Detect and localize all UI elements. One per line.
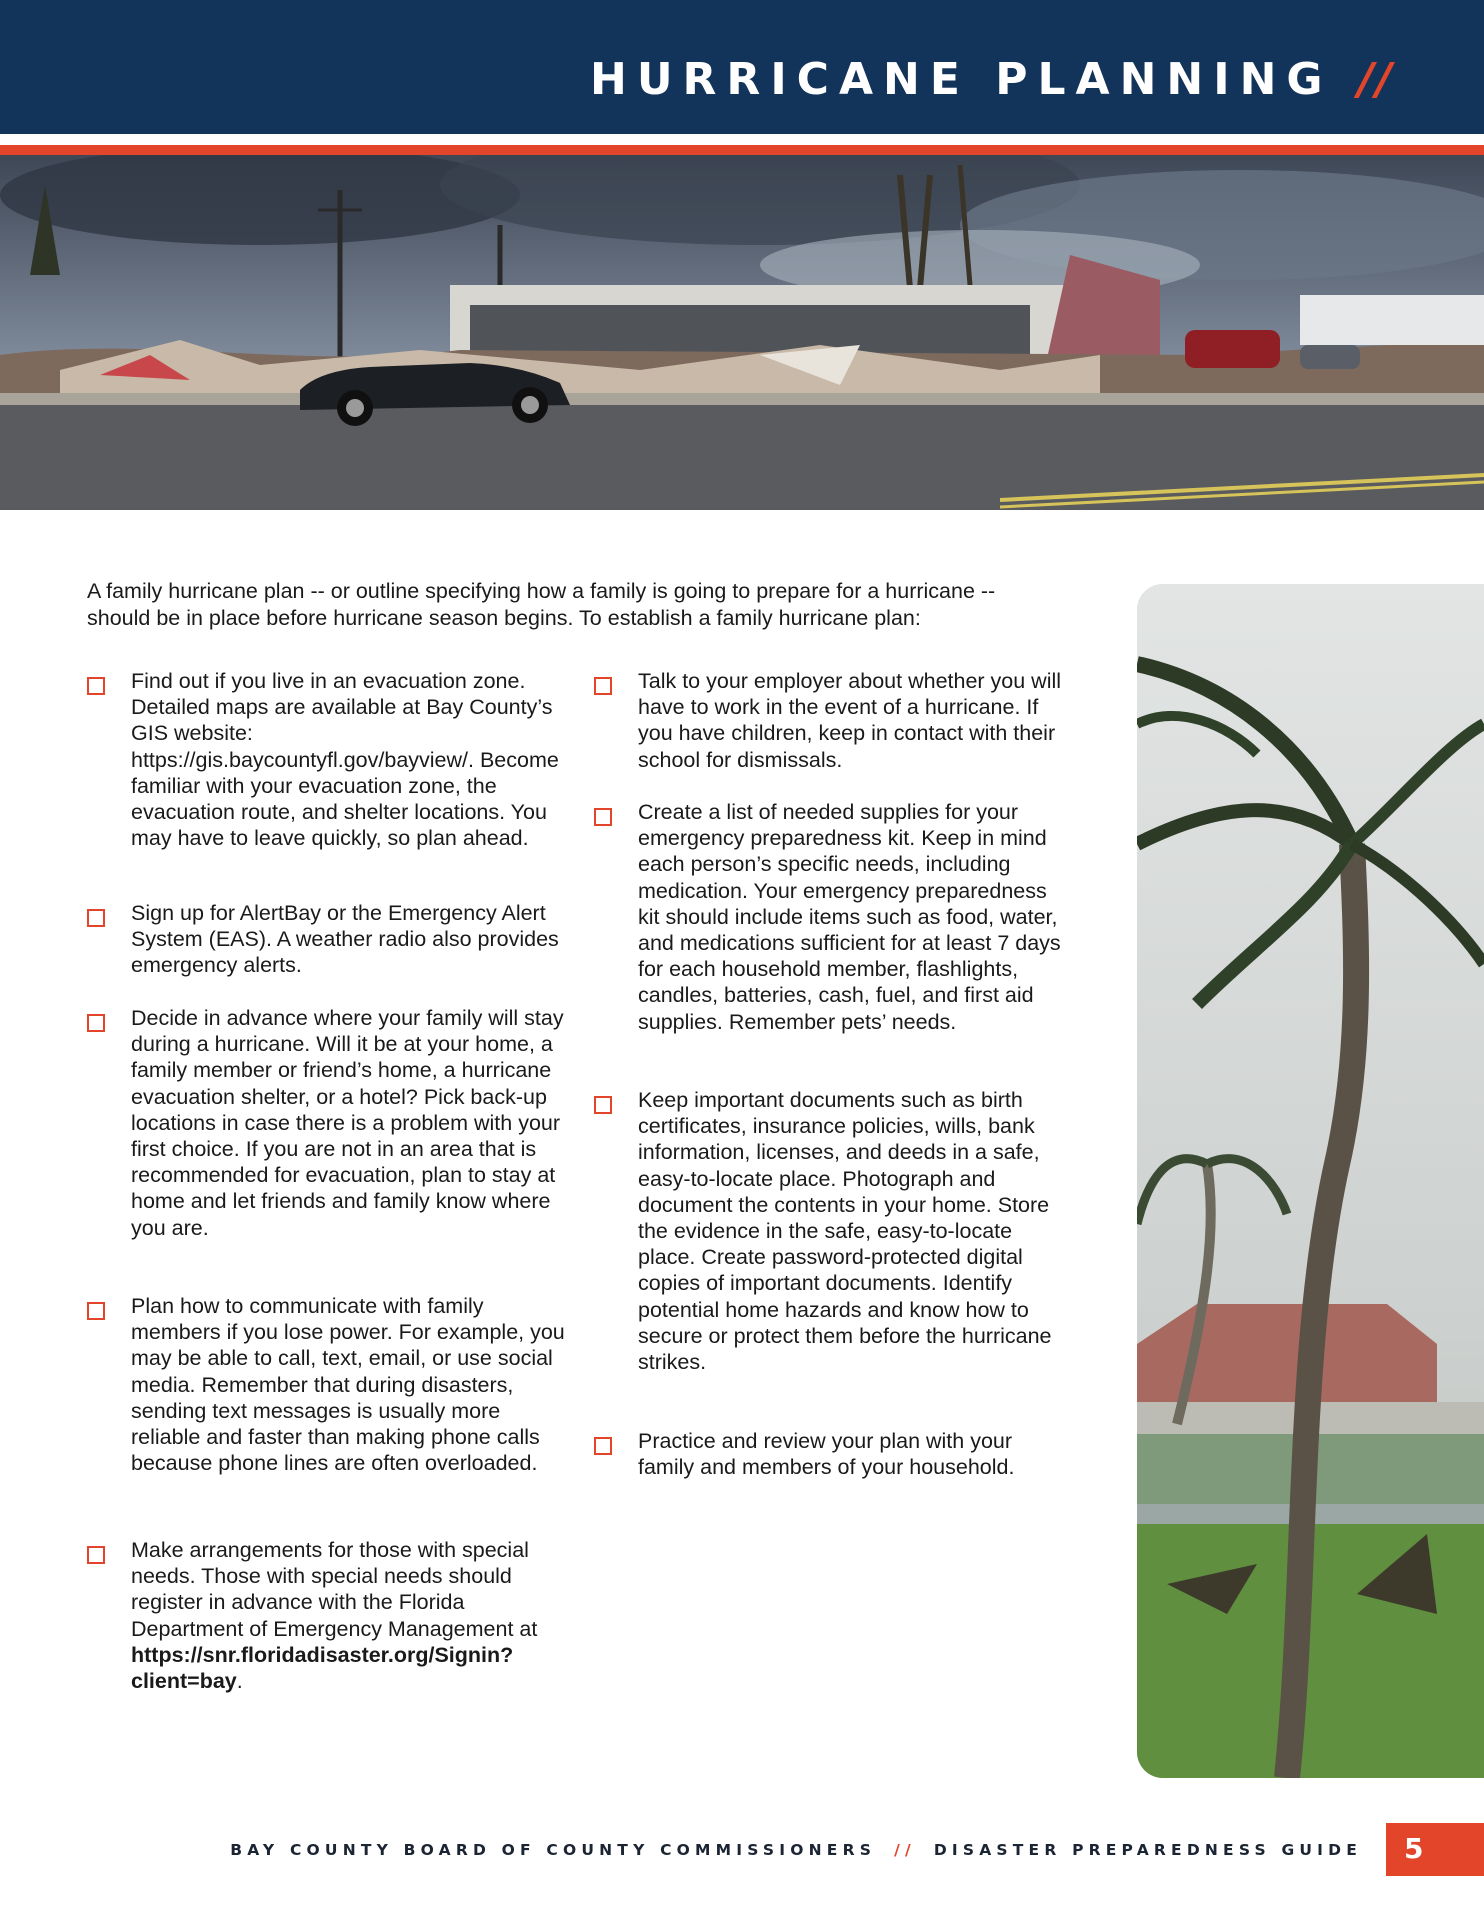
footer-separator: // <box>894 1841 916 1859</box>
intro-paragraph: A family hurricane plan -- or outline specifying how a family is going to prepare for a hurricane -- should be in place before hurricane season begins. To establish a family hurricane plan: <box>87 579 996 630</box>
page-title <box>590 50 1394 110</box>
special-needs-registration-link[interactable]: https://snr.floridadisaster.org/Signin?client=bay <box>131 1642 514 1694</box>
checkbox[interactable] <box>594 677 612 695</box>
checklist-item-text: Find out if you live in an evacuation zone. Detailed maps are available at Bay County’s GIS website: https://gis.baycountyfl.gov/bayview/. Become familiar with your evacuation zone, the evacuation route, and shelter locations. You may have to leave quickly, so plan ahead. <box>131 669 559 851</box>
title-slash-mark: // <box>1357 54 1394 105</box>
checklist-item-employer <box>594 668 1074 799</box>
checklist-item-text: Create a list of needed supplies for your emergency preparedness kit. Keep in mind each person’s specific needs, including medication. Your emergency preparedness kit should include items such as food, water, and medications sufficient for at least 7 days for each household member, flashlights, candles, batteries, cash, fuel, and first aid supplies. Remember pets’ needs. <box>638 800 1061 1034</box>
footer-text <box>230 1840 1362 1860</box>
header-accent-stripe <box>0 145 1484 155</box>
checklist-item-text: Practice and review your plan with your family and members of your household. <box>638 1429 1015 1480</box>
checkbox[interactable] <box>594 1437 612 1455</box>
page-number-box <box>1386 1823 1484 1876</box>
checklist-item-special-needs <box>87 1537 567 1694</box>
checklist-item-text: Decide in advance where your family will stay during a hurricane. Will it be at your home, a family member or friend’s home, a hurricane evacuation shelter, or a hotel? Pick back-up locations in case there is a problem with your first choice. If you are not in an area that is recommended for evacuation, plan to stay at home and let friends and family know where you are. <box>131 1006 564 1240</box>
checkbox[interactable] <box>594 1096 612 1114</box>
checklist-item-documents <box>594 1087 1074 1428</box>
header-band <box>0 0 1484 134</box>
checkbox[interactable] <box>594 808 612 826</box>
side-photo-palm-trees-storm <box>1137 584 1484 1778</box>
checkbox[interactable] <box>87 1302 105 1320</box>
checkbox[interactable] <box>87 909 105 927</box>
checklist-item-text: Talk to your employer about whether you will have to work in the event of a hurricane. If you have children, keep in contact with their school for dismissals. <box>638 669 1062 772</box>
checklist-item-text: Make arrangements for those with special needs. Those with special needs should register in advance with the Florida Department of Emergency Management at <box>131 1538 538 1641</box>
checklist-item-text: Keep important documents such as birth certificates, insurance policies, wills, bank information, licenses, and deeds in a safe, easy-to-locate place. Photograph and document the contents in your home. Store the evidence in the safe, easy-to-locate place. Create password-protected digital copies of important documents. Identify potential home hazards and know how to secure or protect them before the hurricane strikes. <box>638 1088 1052 1375</box>
checklist-left-column <box>87 668 567 1694</box>
footer-organization: BAY COUNTY BOARD OF COUNTY COMMISSIONERS <box>230 1841 877 1859</box>
footer-guide-title: DISASTER PREPAREDNESS GUIDE <box>933 1841 1362 1859</box>
checkbox[interactable] <box>87 1014 105 1032</box>
checklist-item-practice-plan <box>594 1428 1074 1480</box>
checklist-item-suffix: . <box>236 1669 243 1694</box>
hero-photo-hurricane-damage <box>0 155 1484 510</box>
checklist-item-communication <box>87 1293 567 1537</box>
checklist-item-text: Sign up for AlertBay or the Emergency Alert System (EAS). A weather radio also provides emergency alerts. <box>131 901 559 978</box>
checklist-item-evacuation-zone <box>87 668 567 900</box>
checklist-item-supplies-list <box>594 799 1074 1087</box>
checklist-item-alerts <box>87 900 567 1005</box>
checklist-item-text: Plan how to communicate with family members if you lose power. For example, you may be able to call, text, email, or use social media. Remember that during disasters, sending text messages is usually more reliable and faster than making phone calls because phone lines are often overloaded. <box>131 1294 565 1476</box>
hero-photo-illustration <box>0 155 1484 510</box>
checkbox[interactable] <box>87 1546 105 1564</box>
page-number: 5 <box>1404 1832 1424 1865</box>
page-title-text: HURRICANE PLANNING <box>590 54 1333 105</box>
side-photo-illustration <box>1137 584 1484 1778</box>
checklist-right-column <box>594 668 1074 1480</box>
checkbox[interactable] <box>87 677 105 695</box>
checklist-item-where-to-stay <box>87 1005 567 1293</box>
